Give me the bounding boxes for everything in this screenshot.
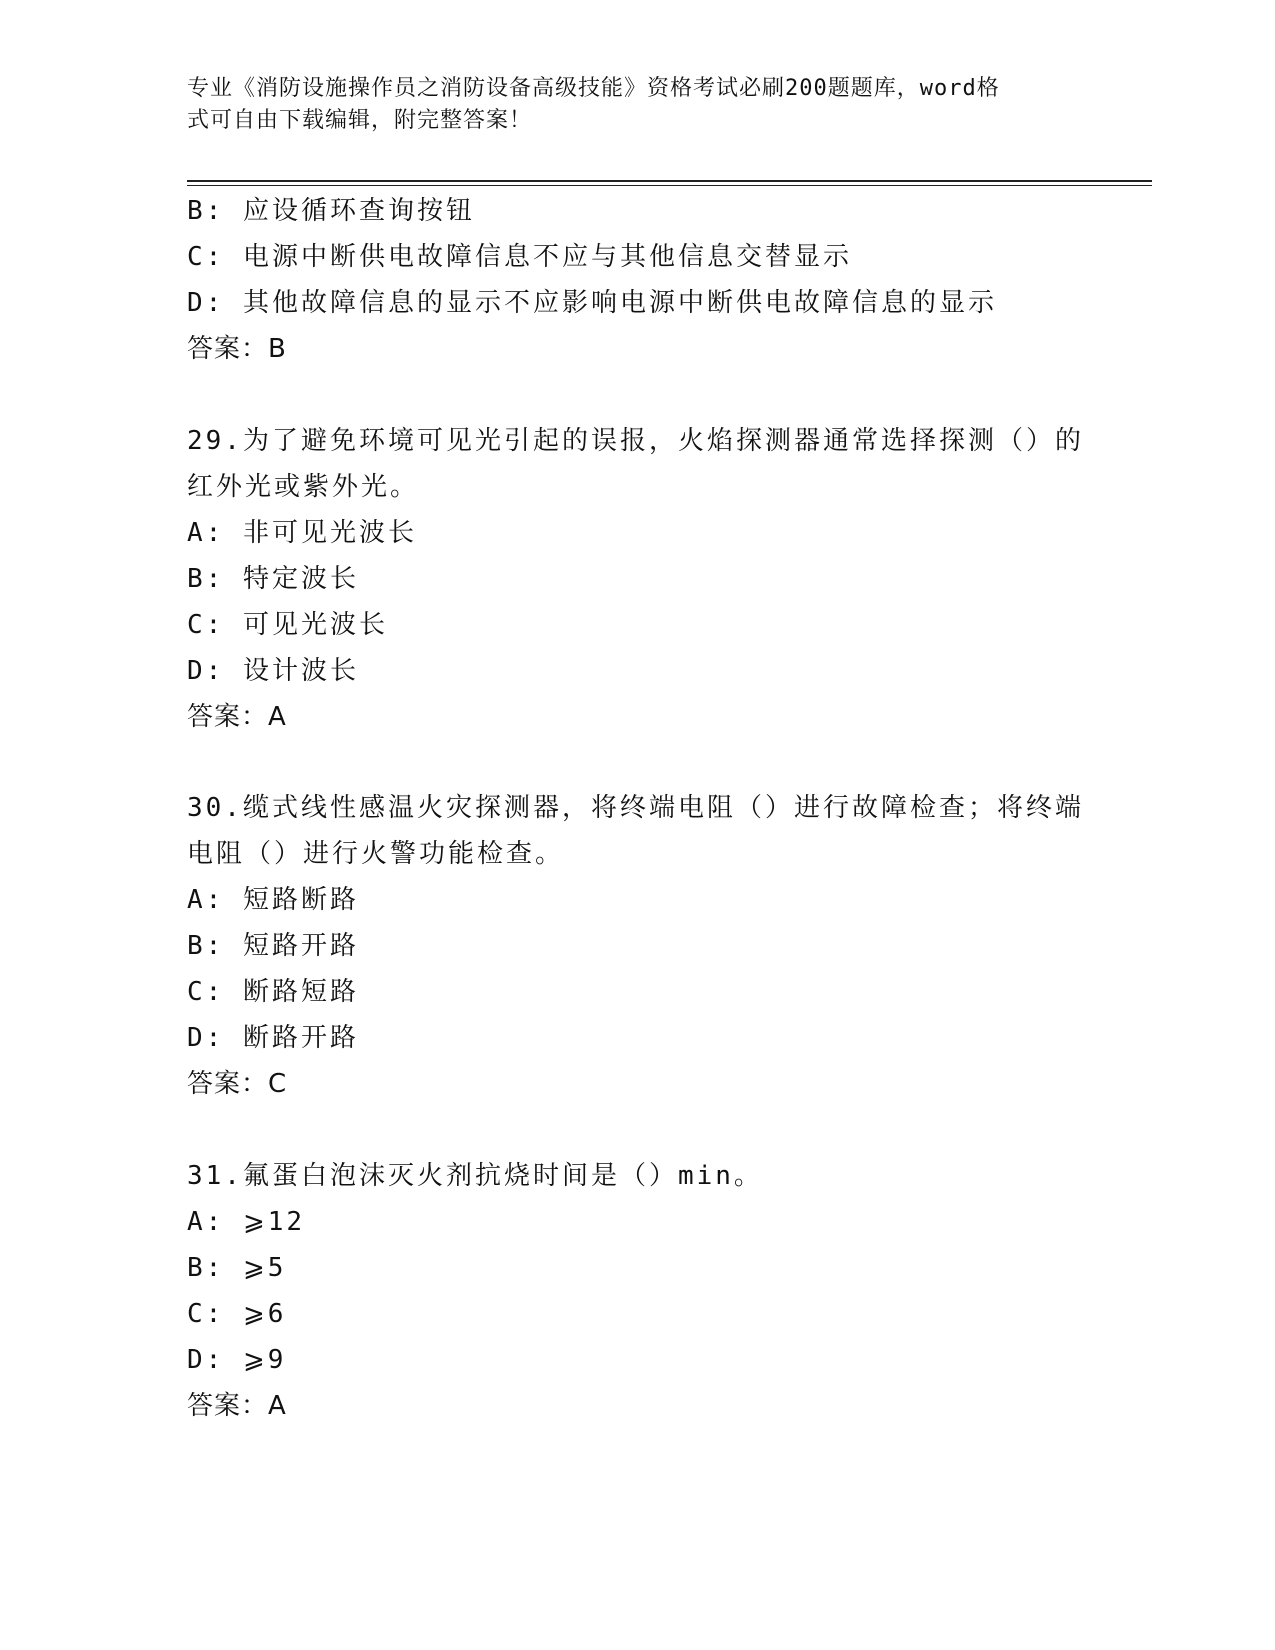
q29-option-a: A: 非可见光波长 <box>187 518 417 548</box>
header-line-1: 专业《消防设施操作员之消防设备高级技能》资格考试必刷200题题库，word格 <box>187 76 1000 101</box>
prev-question-answer: 答案：B <box>187 334 287 364</box>
q31-option-a: A: ⩾12 <box>187 1207 306 1237</box>
header-line-2: 式可自由下载编辑，附完整答案！ <box>187 108 533 133</box>
q30-option-d: D: 断路开路 <box>187 1023 359 1053</box>
q29-option-d: D: 设计波长 <box>187 656 359 686</box>
q31-option-b: B: ⩾5 <box>187 1253 287 1283</box>
header-divider-thin <box>187 185 1152 186</box>
q29-stem-line-1: 29.为了避免环境可见光引起的误报，火焰探测器通常选择探测（）的 <box>187 426 1084 456</box>
q29-answer: 答案：A <box>187 702 287 732</box>
q29-stem-line-2: 红外光或紫外光。 <box>187 472 420 502</box>
q31-option-c: C: ⩾6 <box>187 1299 287 1329</box>
q30-option-b: B: 短路开路 <box>187 931 359 961</box>
q30-option-c: C: 断路短路 <box>187 977 359 1007</box>
q31-answer: 答案：A <box>187 1391 287 1421</box>
q30-stem-line-2: 电阻（）进行火警功能检查。 <box>187 839 565 869</box>
prev-question-option-b: B: 应设循环查询按钮 <box>187 196 475 226</box>
q31-stem-line-1: 31.氟蛋白泡沫灭火剂抗烧时间是（）min。 <box>187 1161 763 1191</box>
q30-stem-line-1: 30.缆式线性感温火灾探测器，将终端电阻（）进行故障检查；将终端 <box>187 793 1084 823</box>
prev-question-option-c: C: 电源中断供电故障信息不应与其他信息交替显示 <box>187 242 852 272</box>
q29-option-c: C: 可见光波长 <box>187 610 388 640</box>
q31-option-d: D: ⩾9 <box>187 1345 287 1375</box>
document-header <box>187 73 1067 137</box>
q29-option-b: B: 特定波长 <box>187 564 359 594</box>
header-divider-thick <box>187 180 1152 182</box>
q30-answer: 答案：C <box>187 1069 288 1099</box>
prev-question-option-d: D: 其他故障信息的显示不应影响电源中断供电故障信息的显示 <box>187 288 997 318</box>
q30-option-a: A: 短路断路 <box>187 885 359 915</box>
